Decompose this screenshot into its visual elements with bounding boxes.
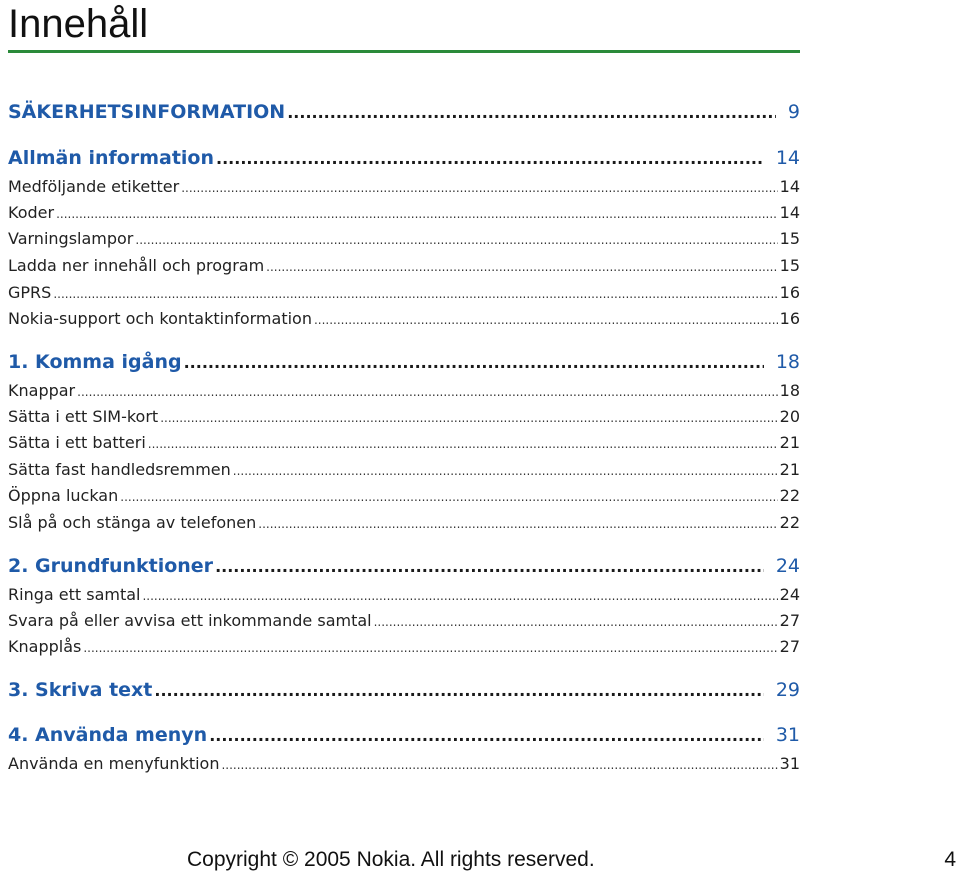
toc-item-label: Sätta fast handledsremmen — [8, 460, 231, 479]
toc-item-page: 31 — [779, 754, 800, 773]
leader-dots — [142, 589, 777, 603]
toc-item[interactable] — [8, 585, 800, 604]
toc-heading-label: 3. Skriva text — [8, 679, 153, 701]
leader-dots — [120, 490, 777, 504]
toc-item[interactable] — [8, 177, 800, 196]
toc-heading-label: 1. Komma igång — [8, 351, 182, 373]
toc-item[interactable] — [8, 611, 800, 630]
toc-item-page: 15 — [779, 256, 800, 275]
leader-dots — [374, 615, 778, 629]
toc-item-label: Använda en menyfunktion — [8, 754, 220, 773]
page-title: Innehåll — [8, 2, 149, 46]
leader-dots — [221, 758, 777, 772]
copyright-notice: Copyright © 2005 Nokia. All rights reserved. — [187, 848, 595, 871]
toc-item-page: 22 — [779, 486, 800, 505]
title-underline — [8, 50, 800, 53]
toc-item-page: 20 — [779, 407, 800, 426]
leader-dots — [184, 353, 764, 372]
leader-dots — [148, 437, 778, 451]
toc-heading-page: 9 — [787, 101, 800, 123]
toc-item-label: Sätta i ett SIM-kort — [8, 407, 159, 426]
toc-item-label: Knappar — [8, 381, 76, 400]
toc-heading-page: 24 — [775, 555, 800, 577]
toc-item-label: Öppna luckan — [8, 486, 119, 505]
toc-heading-page: 29 — [775, 679, 800, 701]
toc-item-page: 21 — [779, 460, 800, 479]
leader-dots — [209, 726, 764, 745]
toc-item-label: Medföljande etiketter — [8, 177, 180, 196]
toc-heading[interactable] — [8, 679, 800, 701]
leader-dots — [181, 181, 777, 195]
toc-item-page: 18 — [779, 381, 800, 400]
toc-heading-label: 4. Använda menyn — [8, 724, 208, 746]
toc-item-page: 14 — [779, 203, 800, 222]
toc-item[interactable] — [8, 283, 800, 302]
toc-item[interactable] — [8, 256, 800, 275]
toc-item-label: Nokia-support och kontaktinformation — [8, 309, 312, 328]
toc-item-label: Ladda ner innehåll och program — [8, 256, 265, 275]
toc-heading-label: 2. Grundfunktioner — [8, 555, 214, 577]
toc-item-page: 21 — [779, 433, 800, 452]
toc-item-page: 27 — [779, 611, 800, 630]
leader-dots — [258, 517, 777, 531]
toc-item[interactable] — [8, 309, 800, 328]
leader-dots — [135, 233, 777, 247]
leader-dots — [314, 313, 778, 327]
toc-item-page: 15 — [779, 229, 800, 248]
toc-heading[interactable] — [8, 351, 800, 373]
toc-item-label: Ringa ett samtal — [8, 585, 141, 604]
toc-item[interactable] — [8, 637, 800, 656]
toc-heading-label: Allmän information — [8, 147, 215, 169]
toc-item[interactable] — [8, 754, 800, 773]
toc-item[interactable] — [8, 381, 800, 400]
toc-item-page: 16 — [779, 309, 800, 328]
toc-item[interactable] — [8, 407, 800, 426]
toc-item-label: Knapplås — [8, 637, 82, 656]
leader-dots — [160, 411, 777, 425]
leader-dots — [287, 103, 776, 122]
leader-dots — [266, 260, 777, 274]
toc-item[interactable] — [8, 229, 800, 248]
toc-item-page: 24 — [779, 585, 800, 604]
toc-item-page: 27 — [779, 637, 800, 656]
toc-heading[interactable] — [8, 147, 800, 169]
toc-heading-page: 31 — [775, 724, 800, 746]
toc-item-label: Koder — [8, 203, 55, 222]
toc-item[interactable] — [8, 433, 800, 452]
toc-item-page: 16 — [779, 283, 800, 302]
toc-heading-label: SÄKERHETSINFORMATION — [8, 101, 286, 123]
leader-dots — [77, 385, 778, 399]
leader-dots — [154, 681, 763, 700]
toc-item-label: Slå på och stänga av telefonen — [8, 513, 257, 532]
toc-item-page: 22 — [779, 513, 800, 532]
leader-dots — [216, 149, 764, 168]
toc-item-label: Varningslampor — [8, 229, 134, 248]
toc-item[interactable] — [8, 460, 800, 479]
toc-item[interactable] — [8, 203, 800, 222]
toc-heading-page: 18 — [775, 351, 800, 373]
leader-dots — [83, 641, 777, 655]
toc-item-label: Sätta i ett batteri — [8, 433, 146, 452]
toc-heading[interactable] — [8, 101, 800, 123]
toc-item-page: 14 — [779, 177, 800, 196]
toc-item[interactable] — [8, 486, 800, 505]
leader-dots — [233, 464, 778, 478]
leader-dots — [53, 287, 777, 301]
toc-heading[interactable] — [8, 724, 800, 746]
leader-dots — [215, 557, 764, 576]
toc-heading-page: 14 — [775, 147, 800, 169]
page-number: 4 — [944, 848, 956, 871]
leader-dots — [56, 207, 778, 221]
toc-item-label: GPRS — [8, 283, 52, 302]
toc-heading[interactable] — [8, 555, 800, 577]
toc-item[interactable] — [8, 513, 800, 532]
toc-item-label: Svara på eller avvisa ett inkommande samtal — [8, 611, 372, 630]
